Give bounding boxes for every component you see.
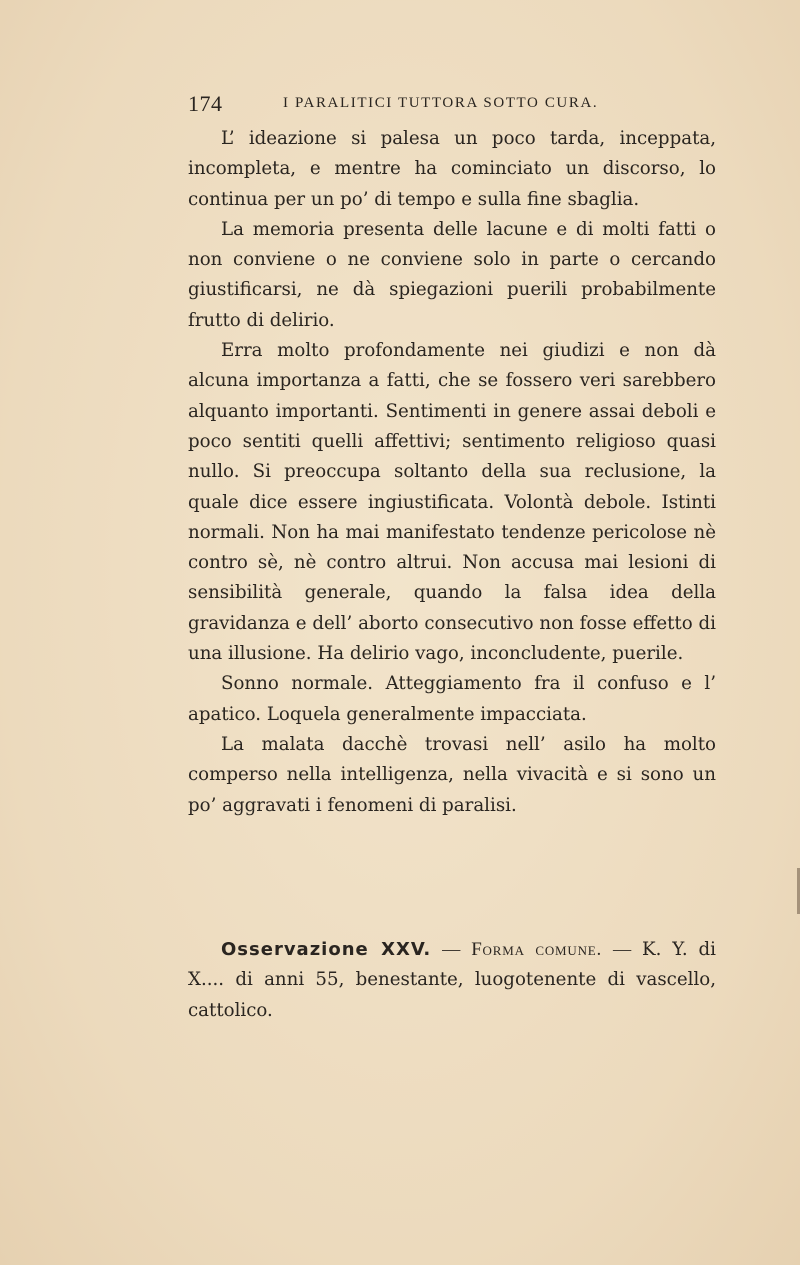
paragraph-memoria: La memoria presenta delle lacune e di molti fatti o non conviene o ne conviene solo in parte o cercando giustificarsi, ne dà spiegazioni puerili probabilmente frutto di delirio. <box>188 218 716 331</box>
observation-dash-right: — <box>612 939 632 959</box>
paragraph-sonno: Sonno normale. Atteggiamento fra il confuso e l’ apatico. Loquela generalmente impacciata. <box>188 673 716 725</box>
observation-subject: K. Y. di X.... di anni 55, benestante, luogotenente di vascello, cattolico. <box>188 939 716 1021</box>
paragraph-malata: La malata dacchè trovasi nell’ asilo ha molto comperso nella intelligenza, nella vivacità e si sono un po’ aggravati i fenomeni di paralisi. <box>188 733 716 816</box>
observation-block <box>188 934 716 1026</box>
body-text <box>188 124 716 821</box>
running-head: I PARALITICI TUTTORA SOTTO CURA. <box>283 95 599 111</box>
observation-title: Osservazione XXV. <box>221 939 432 960</box>
observation-dash-left: — <box>442 939 461 959</box>
paragraph-giudizi: Erra molto profondamente nei giudizi e non dà alcuna importanza a fatti, che se fossero veri sarebbero alquanto importanti. Sentimenti in genere assai deboli e poco sentiti quelli affettivi; sentimento religioso quasi nullo. Si preoccupa soltanto della sua reclusione, la quale dice essere ingiustificata. Volontà debole. Istinti normali. Non ha mai manifestato tendenze pericolose nè contro sè, nè contro altrui. Non accusa mai lesioni di sensibilità generale, quando la falsa idea della gravidanza e dell’ aborto consecutivo non fosse effetto di una illusione. Ha delirio vago, inconcludente, puerile. <box>188 340 716 665</box>
page-number: 174 <box>188 91 223 116</box>
paragraph-ideazione: L’ ideazione si palesa un poco tarda, inceppata, incompleta, e mentre ha cominciato un discorso, lo continua per un po’ di tempo e sulla fine sbaglia. <box>188 128 716 210</box>
observation-form: Forma comune. <box>471 939 603 960</box>
observation-heading <box>188 934 716 1026</box>
page-header <box>188 91 716 115</box>
